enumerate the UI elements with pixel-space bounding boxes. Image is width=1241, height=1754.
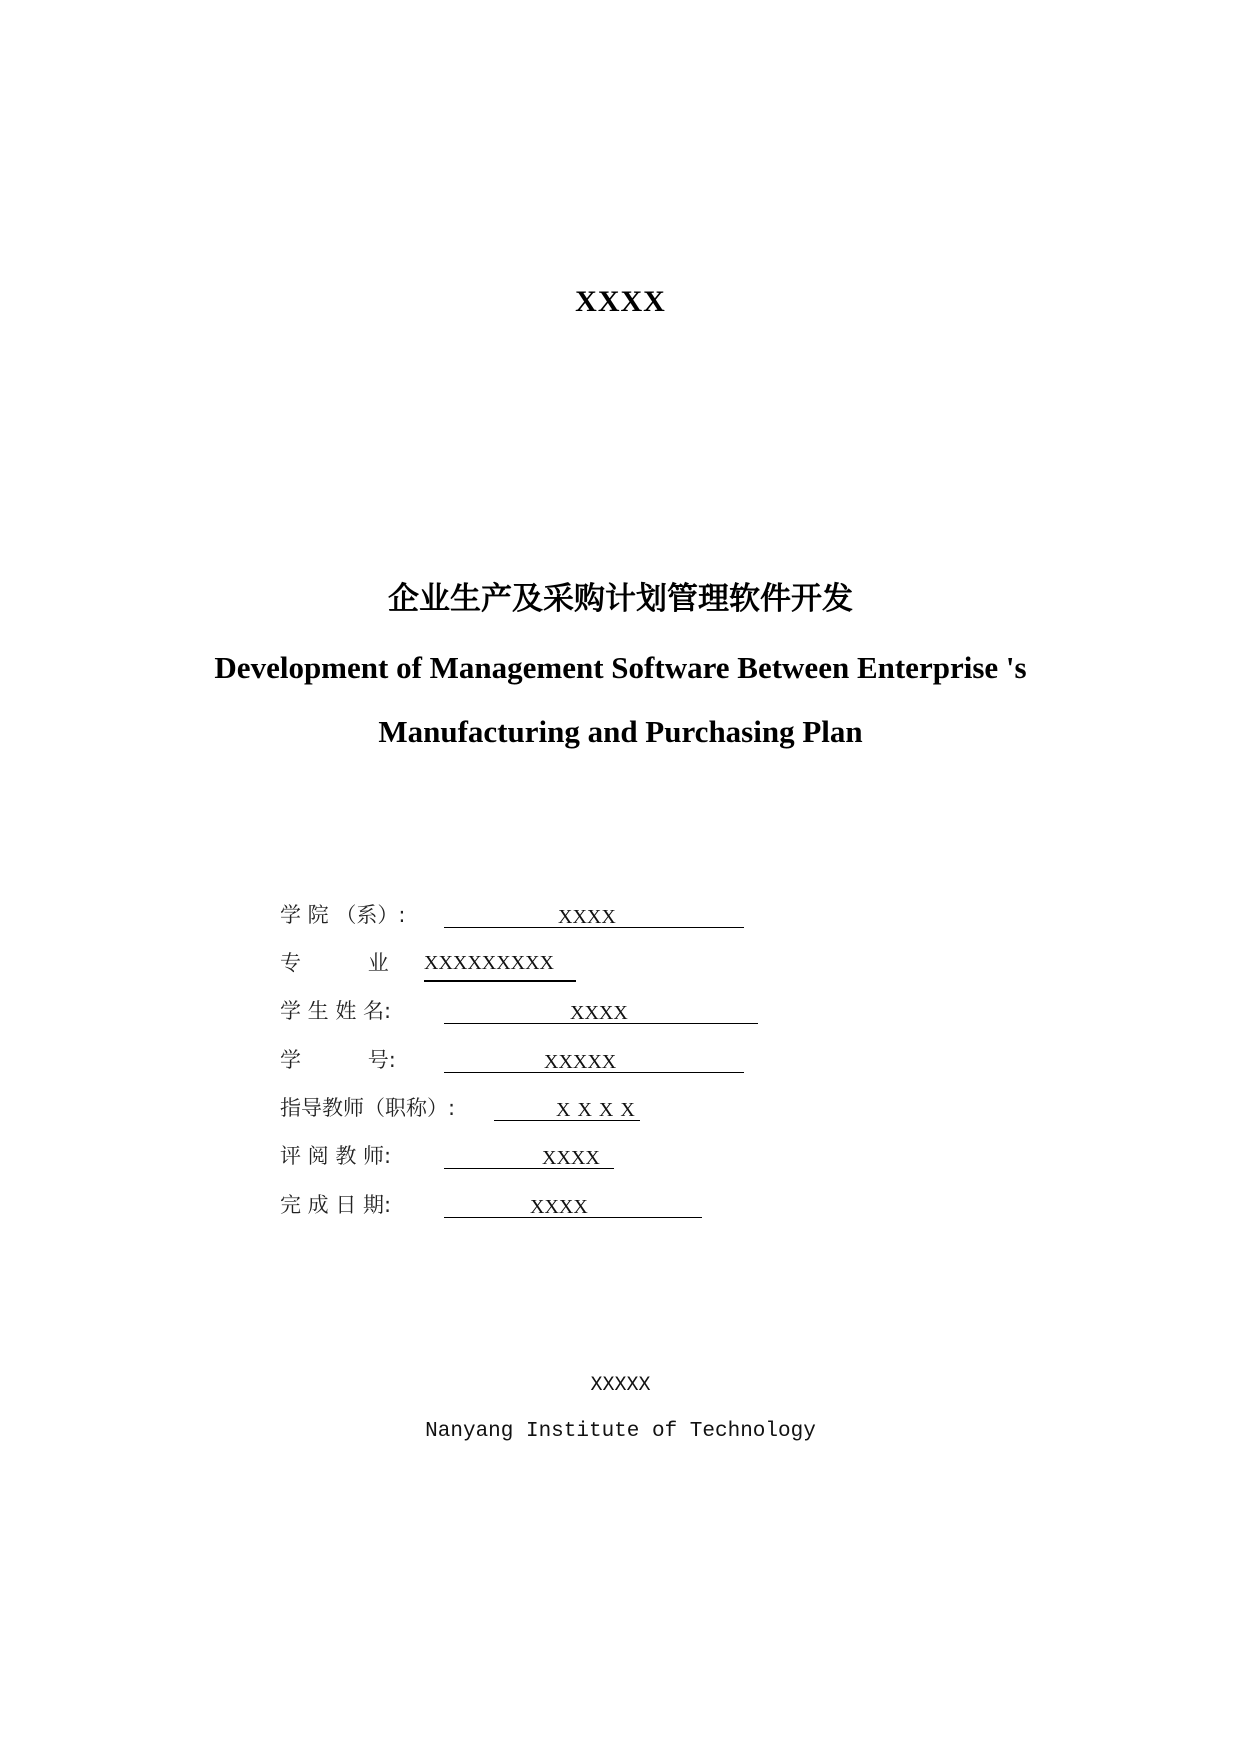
thesis-title-english-line2: Manufacturing and Purchasing Plan [378, 714, 863, 749]
advisor-value: X X X X [556, 1099, 636, 1121]
student-name-label: 学 生 姓 名: [280, 999, 392, 1023]
major-value: XXXXXXXXX [424, 946, 576, 982]
advisor-label: 指导教师（职称）: [280, 1096, 456, 1120]
reviewer-field [444, 1139, 614, 1169]
thesis-title-english-line1: Development of Management Software Between Enterprise 's [214, 650, 1027, 685]
college-label: 学 院 （系）: [280, 903, 406, 927]
advisor-field [494, 1091, 640, 1121]
completion-date-field [444, 1188, 702, 1218]
student-name-field [444, 994, 758, 1024]
university-title: XXXX [575, 285, 666, 318]
institute-name-english: Nanyang Institute of Technology [425, 1420, 816, 1443]
college-field [444, 898, 744, 928]
completion-date-label: 完 成 日 期: [280, 1193, 392, 1217]
major-label: 专 业 [280, 951, 389, 975]
student-id-field [444, 1043, 744, 1073]
student-id-label: 学 号: [280, 1048, 396, 1072]
completion-date-value: XXXX [530, 1196, 588, 1218]
major-field [424, 946, 564, 976]
student-name-value: XXXX [570, 1002, 628, 1024]
college-value: XXXX [558, 906, 616, 928]
thesis-title-chinese: 企业生产及采购计划管理软件开发 [388, 581, 853, 617]
student-id-value: XXXXX [544, 1051, 617, 1073]
reviewer-value: XXXX [542, 1147, 600, 1169]
institute-name: XXXXX [590, 1374, 651, 1397]
reviewer-label: 评 阅 教 师: [280, 1144, 392, 1168]
